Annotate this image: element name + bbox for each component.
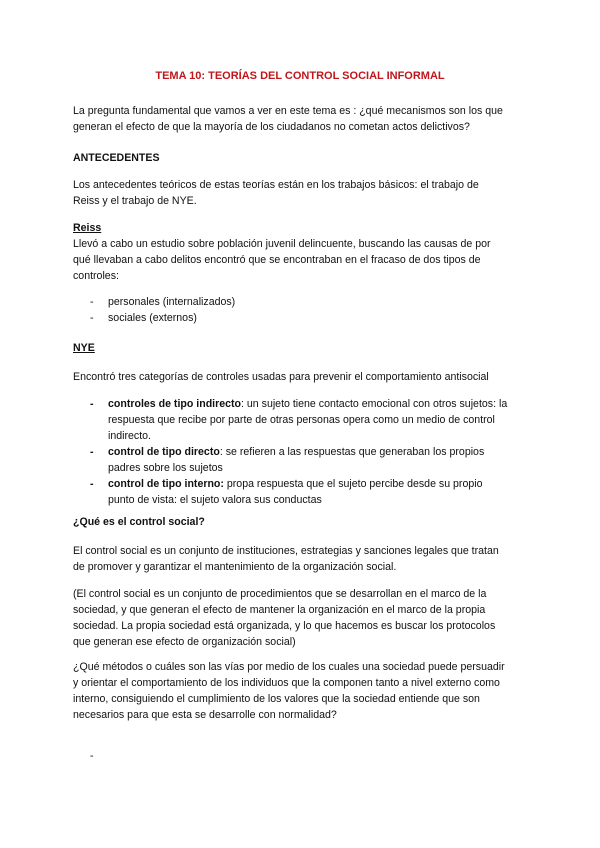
reiss-line: qué llevaban a cabo delitos encontró que se encontraban en el fracaso de dos tipos de <box>73 254 481 266</box>
bullet-dash: - <box>90 296 94 308</box>
list-item: - control de tipo directo: se refieren a las respuestas que generaban los propios padres sobre los sujetos <box>90 446 485 474</box>
intro-paragraph <box>73 103 503 135</box>
page-title: TEMA 10: TEORÍAS DEL CONTROL SOCIAL INFORMAL <box>155 70 445 82</box>
control-social-note: (El control social es un conjunto de procedimientos que se desarrollan en el marco de la sociedad, y que generan el efecto de mantener la organización en el marco de la propia sociedad. La propia sociedad está organizada, y lo que hacemos es buscar los protocolos que generan ese efecto de organización social) <box>73 588 496 648</box>
intro-line: generan el efecto de que la mayoría de los ciudadanos no cometan actos delictivos? <box>73 121 470 133</box>
antecedentes-heading: ANTECEDENTES <box>73 152 160 164</box>
bullet-dash: - <box>90 312 94 324</box>
control-social-heading: ¿Qué es el control social? <box>73 516 205 528</box>
antecedentes-line: Reiss y el trabajo de NYE. <box>73 195 197 207</box>
list-item: - control de tipo interno: propa respuesta que el sujeto percibe desde su propio punto de vista: el sujeto valora sus conductas <box>90 478 483 506</box>
bullet-dash: - <box>90 446 94 458</box>
antecedentes-paragraph <box>73 177 479 209</box>
bullet-dash: - <box>90 398 94 410</box>
reiss-controls-list <box>90 294 236 326</box>
control-term: control de tipo interno: <box>108 478 224 490</box>
reiss-paragraph <box>73 236 491 284</box>
control-social-question: ¿Qué métodos o cuáles son las vías por medio de los cuales una sociedad puede persuadir y orientar el comportamiento de los individuos que la componen tanto a nivel externo como interno, consiguiendo el cumplimiento de los valores que la sociedad entiende que son necesarios para que esta se desarrolle con normalidad? <box>73 661 505 721</box>
nye-intro: Encontró tres categorías de controles usadas para prevenir el comportamiento antisocial <box>73 371 489 383</box>
intro-line: La pregunta fundamental que vamos a ver en este tema es : ¿qué mecanismos son los que <box>73 105 503 117</box>
nye-controls-list <box>90 396 508 508</box>
reiss-line: controles: <box>73 270 119 282</box>
list-item: - sociales (externos) <box>90 312 197 324</box>
control-term: control de tipo directo <box>108 446 220 458</box>
control-term: controles de tipo indirecto <box>108 398 242 410</box>
reiss-line: Llevó a cabo un estudio sobre población juvenil delincuente, buscando las causas de por <box>73 238 491 250</box>
list-item: - personales (internalizados) <box>90 296 236 308</box>
antecedentes-line: Los antecedentes teóricos de estas teorías están en los trabajos básicos: el trabajo de <box>73 179 479 191</box>
bullet-dash: - <box>90 478 94 490</box>
nye-heading: NYE <box>73 342 95 354</box>
reiss-heading: Reiss <box>73 222 102 234</box>
control-social-definition: El control social es un conjunto de instituciones, estrategias y sanciones legales que tratan de promover y garantizar el mantenimiento de la organización social. <box>73 545 499 573</box>
trailing-dash: - <box>90 750 94 762</box>
list-item: - controles de tipo indirecto: un sujeto tiene contacto emocional con otros sujetos: la respuesta que recibe por parte de otras personas opera como un medio de control indirecto. <box>90 398 508 442</box>
